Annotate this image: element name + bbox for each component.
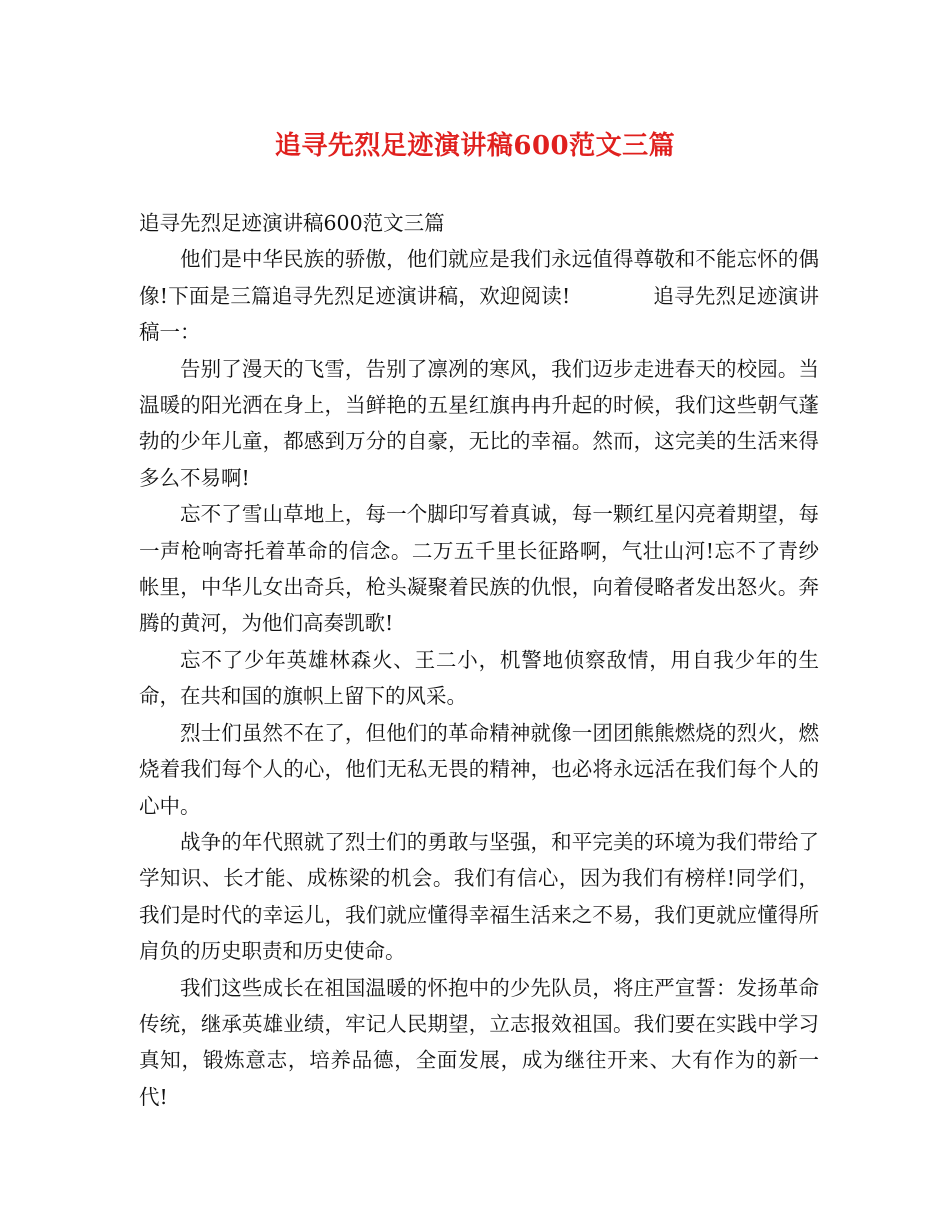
body-paragraph: 忘不了雪山草地上，每一个脚印写着真诚，每一颗红星闪亮着期望，每一声枪响寄托着革命的信念。二万五千里长征路啊，气壮山河!忘不了青纱帐里，中华儿女出奇兵，枪头凝聚着民族的仇恨，向着侵略者发出怒火。奔腾的黄河，为他们高奏凯歌!	[139, 502, 819, 636]
intro-paragraph: 他们是中华民族的骄傲，他们就应是我们永远值得尊敬和不能忘怀的偶像!下面是三篇追寻先烈足迹演讲稿，欢迎阅读! 追寻先烈足迹演讲稿一：	[139, 247, 819, 345]
body-paragraph: 烈士们虽然不在了，但他们的革命精神就像一团团熊熊燃烧的烈火，燃烧着我们每个人的心，他们无私无畏的精神，也必将永远活在我们每个人的心中。	[139, 720, 819, 818]
body-paragraph: 我们这些成长在祖国温暖的怀抱中的少先队员，将庄严宣誓：发扬革命传统，继承英雄业绩，牢记人民期望，立志报效祖国。我们要在实践中学习真知，锻炼意志，培养品德，全面发展，成为继往开来、大有作为的新一代!	[139, 975, 819, 1109]
body-paragraph: 忘不了少年英雄林森火、王二小，机警地侦察敌情，用自我少年的生命，在共和国的旗帜上留下的风采。	[139, 647, 819, 709]
subtitle-paragraph: 追寻先烈足迹演讲稿600范文三篇	[139, 211, 445, 235]
document-body	[139, 205, 819, 1115]
body-paragraph: 战争的年代照就了烈士们的勇敢与坚强，和平完美的环境为我们带给了学知识、长才能、成栋梁的机会。我们有信心，因为我们有榜样!同学们，我们是时代的幸运儿，我们就应懂得幸福生活来之不易，我们更就应懂得所肩负的历史职责和历史使命。	[139, 829, 819, 964]
document-title: 追寻先烈足迹演讲稿600范文三篇	[274, 131, 676, 161]
body-paragraph: 告别了漫天的飞雪，告别了凛冽的寒风，我们迈步走进春天的校园。当温暖的阳光洒在身上，当鲜艳的五星红旗冉冉升起的时候，我们这些朝气蓬勃的少年儿童，都感到万分的自豪，无比的幸福。然而，这完美的生活来得多么不易啊!	[139, 356, 819, 490]
